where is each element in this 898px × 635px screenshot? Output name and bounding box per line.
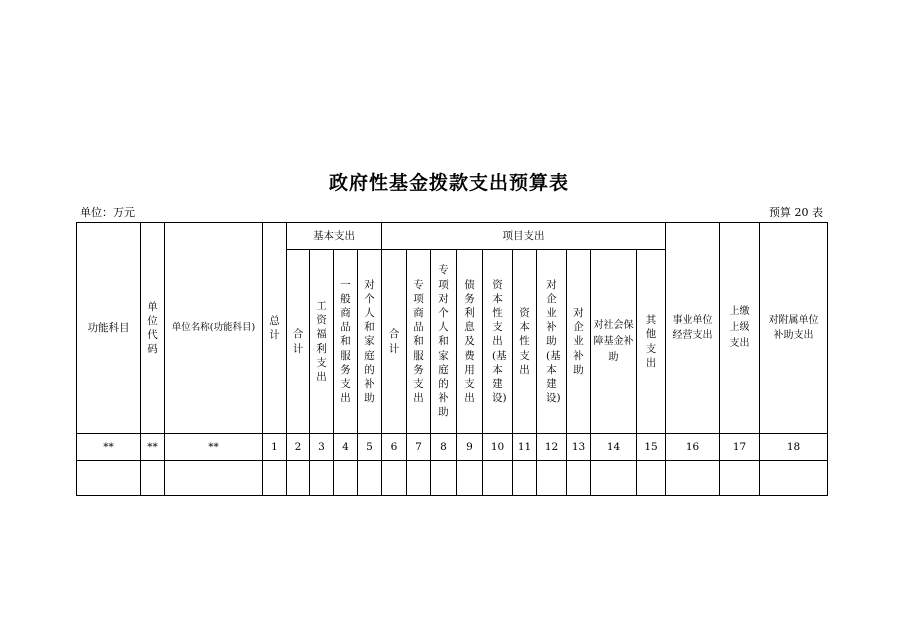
header-special-goods-services: 专项商品和服务支出 (413, 278, 424, 405)
header-capital-expenditure: 资本性支出 (519, 306, 530, 376)
code-cell: 6 (390, 441, 398, 453)
header-goods-services: 一般商品和服务支出 (340, 278, 351, 405)
header-unit-code: 单位代码 (147, 300, 158, 356)
code-cell: 2 (294, 441, 302, 453)
header-wages-welfare: 工资福利支出 (316, 299, 327, 383)
table-number: 预算 20 表 (769, 206, 823, 219)
header-other-expenditure: 其他支出 (645, 314, 657, 369)
header-enterprise-basic-construction: 对企业补助(基本建设) (546, 278, 561, 405)
header-basic-subtotal: 合计 (292, 328, 304, 355)
code-cell: 5 (366, 441, 373, 453)
header-project-subtotal: 合计 (388, 328, 400, 355)
header-debt-interest: 债务利息及费用支出 (464, 278, 475, 405)
code-cell: 13 (571, 441, 586, 453)
header-function-subject: 功能科目 (87, 322, 130, 334)
code-cell: 18 (786, 441, 801, 453)
code-cell: 4 (342, 441, 349, 453)
header-basic-expenditure: 基本支出 (313, 230, 355, 242)
code-cell: 1 (271, 441, 278, 453)
header-affiliated-unit-subsidy: 对附属单位补助支出 (768, 315, 819, 341)
code-cell: ** (208, 441, 219, 453)
code-cell: 7 (415, 441, 422, 453)
header-capital-basic-construction: 资本性支出(基本建设) (492, 278, 507, 405)
header-special-personal-subsidy: 专项对个人和家庭的补助 (438, 264, 449, 419)
unit-label: 单位：万元 (80, 206, 135, 219)
code-cell: 12 (544, 441, 559, 453)
code-cell: ** (103, 441, 114, 453)
code-cell: 17 (732, 441, 747, 453)
code-cell: 15 (644, 441, 658, 453)
code-cell: 9 (466, 441, 473, 453)
code-cell: 8 (440, 441, 447, 453)
code-cell: 3 (318, 441, 325, 453)
header-total: 总计 (269, 314, 280, 341)
header-upper-level-payment: 上缴上级支出 (729, 306, 750, 349)
header-personal-family-subsidy: 对个人和家庭的补助 (364, 278, 375, 405)
table-row (77, 461, 827, 495)
code-cell: 11 (517, 441, 532, 453)
header-project-expenditure: 项目支出 (502, 230, 545, 242)
code-cell: 10 (490, 441, 505, 453)
header-institution-operating: 事业单位经营支出 (672, 315, 713, 341)
header-unit-name: 单位名称(功能科目) (171, 322, 256, 333)
code-cell: ** (147, 441, 158, 453)
code-cell: 16 (685, 441, 700, 453)
code-cell: 14 (606, 441, 621, 453)
page-title: 政府性基金拨款支出预算表 (328, 172, 569, 194)
header-social-security-fund: 对社会保障基金补助 (593, 319, 634, 363)
header-enterprise-subsidy: 对企业补助 (573, 306, 584, 376)
